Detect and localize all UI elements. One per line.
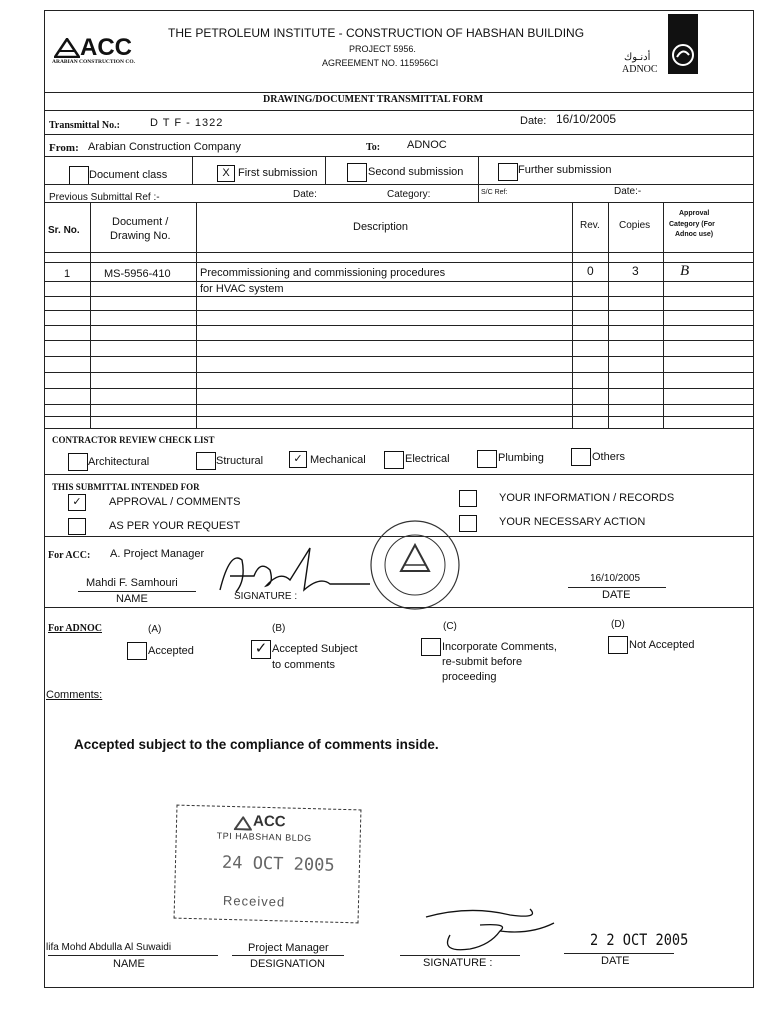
acc-name-label: NAME <box>116 593 148 605</box>
for-acc-role: A. Project Manager <box>110 548 205 560</box>
label-incorporate-2: re-submit before <box>442 656 523 668</box>
checkbox-approval-comments[interactable]: ✓ <box>68 494 86 511</box>
adnoc-falcon-icon <box>670 42 696 68</box>
stamp-acc-triangle-icon <box>234 816 252 830</box>
label-accepted-subject-2: to comments <box>272 659 335 671</box>
form-title: DRAWING/DOCUMENT TRANSMITTAL FORM <box>263 94 484 105</box>
label-accepted: Accepted <box>148 645 194 657</box>
label-electrical: Electrical <box>405 453 450 465</box>
option-c-label: (C) <box>443 621 457 632</box>
transmittal-no-value: D T F - 1322 <box>150 117 224 129</box>
row-sr-no: 1 <box>64 268 71 280</box>
document-class-label: Document class <box>89 169 168 181</box>
second-submission-label: Second submission <box>368 166 464 178</box>
acc-date-value: 16/10/2005 <box>590 573 641 584</box>
header-rev: Rev. <box>580 220 600 231</box>
header-approval-line2: Category (For <box>669 221 715 228</box>
label-architectural: Architectural <box>88 456 150 468</box>
option-d-label: (D) <box>611 619 625 630</box>
for-adnoc-label: For ADNOC <box>48 623 102 634</box>
acc-logo-subtext: ARABIAN CONSTRUCTION CO. <box>52 59 135 65</box>
checkbox-mechanical[interactable]: ✓ <box>289 451 307 468</box>
further-submission-label: Further submission <box>518 164 612 176</box>
footer-name-label: NAME <box>113 958 145 970</box>
transmittal-date-label: Date: <box>520 115 547 127</box>
transmittal-date-value: 16/10/2005 <box>556 112 617 126</box>
footer-date-value: 2 2 OCT 2005 <box>590 930 689 949</box>
project-number: PROJECT 5956. <box>349 44 416 54</box>
agreement-number: AGREEMENT NO. 115956CI <box>322 58 439 68</box>
acc-date-label: DATE <box>602 589 631 601</box>
checkbox-accepted-subject[interactable]: ✓ <box>251 640 271 659</box>
header-description: Description <box>353 221 409 233</box>
acc-name-value: Mahdi F. Samhouri <box>86 577 178 589</box>
label-others: Others <box>592 451 626 463</box>
header-approval-line1: Approval <box>679 210 710 217</box>
header-doc-line2: Drawing No. <box>110 230 171 242</box>
footer-signature-label: SIGNATURE : <box>423 957 493 969</box>
label-incorporate-1: Incorporate Comments, <box>442 641 557 653</box>
stamp-received: Received <box>222 892 286 910</box>
row-description-line2: for HVAC system <box>200 283 284 295</box>
checkbox-plumbing[interactable] <box>477 450 497 468</box>
from-label: From: <box>49 142 79 154</box>
checkbox-not-accepted[interactable] <box>608 636 628 654</box>
row-copies: 3 <box>632 264 639 278</box>
acc-logo <box>52 36 162 70</box>
header-copies: Copies <box>619 220 651 231</box>
adnoc-signature-image <box>420 905 560 955</box>
previous-category-label: Category: <box>387 189 431 200</box>
checkbox-structural[interactable] <box>196 452 216 470</box>
contractor-review-title: CONTRACTOR REVIEW CHECK LIST <box>52 435 215 445</box>
second-submission-checkbox[interactable] <box>347 163 367 182</box>
footer-date-label: DATE <box>601 955 630 967</box>
transmittal-no-label: Transmittal No.: <box>49 120 120 131</box>
checkbox-accepted[interactable] <box>127 642 147 660</box>
label-information-records: YOUR INFORMATION / RECORDS <box>499 492 675 504</box>
acc-logo-text: ACC <box>80 34 132 61</box>
row-approval-category: B <box>680 263 690 279</box>
from-value: Arabian Construction Company <box>88 141 241 153</box>
to-value: ADNOC <box>407 139 447 151</box>
checkbox-as-per-request[interactable] <box>68 518 86 535</box>
stamp-date: 24 OCT 2005 <box>221 852 335 876</box>
label-accepted-subject-1: Accepted Subject <box>272 643 358 655</box>
label-not-accepted: Not Accepted <box>629 639 695 651</box>
option-b-label: (B) <box>272 623 286 634</box>
stamp-logo-text: ACC <box>252 812 286 831</box>
adnoc-arabic-text: أدنـوك <box>624 52 651 63</box>
comments-label: Comments: <box>46 689 103 701</box>
header-doc-line1: Document / <box>112 216 169 228</box>
for-acc-label: For ACC: <box>48 550 91 561</box>
row-rev: 0 <box>587 264 594 278</box>
sc-date-label: Date:- <box>614 186 642 197</box>
label-as-per-request: AS PER YOUR REQUEST <box>109 520 241 532</box>
footer-name-value: lifa Mohd Abdulla Al Suwaidi <box>46 942 172 953</box>
acc-round-stamp <box>365 515 465 615</box>
adnoc-logo <box>620 14 700 84</box>
page-title: THE PETROLEUM INSTITUTE - CONSTRUCTION OF HABSHAN BUILDING <box>168 26 585 40</box>
header-approval-line3: Adnoc use) <box>675 231 714 238</box>
further-submission-checkbox[interactable] <box>498 163 518 181</box>
document-class-checkbox[interactable] <box>69 166 89 185</box>
label-approval-comments: APPROVAL / COMMENTS <box>109 496 241 508</box>
first-submission-label: First submission <box>238 167 318 179</box>
checkbox-others[interactable] <box>571 448 591 466</box>
checkbox-architectural[interactable] <box>68 453 88 471</box>
footer-designation-value: Project Manager <box>248 942 329 954</box>
to-label: To: <box>366 142 381 153</box>
label-necessary-action: YOUR NECESSARY ACTION <box>499 516 646 528</box>
received-stamp <box>174 805 362 924</box>
sc-ref-label: S/C Ref: <box>481 189 508 196</box>
stamp-building: TPI HABSHAN BLDG <box>216 830 312 844</box>
first-submission-checkbox[interactable]: X <box>217 165 235 182</box>
header-sr-no: Sr. No. <box>48 225 80 236</box>
acc-signature-label: SIGNATURE : <box>234 591 298 602</box>
option-a-label: (A) <box>148 624 162 635</box>
adnoc-logo-text: ADNOC <box>622 64 658 75</box>
checkbox-information-records[interactable] <box>459 490 477 507</box>
label-structural: Structural <box>216 455 264 467</box>
row-description-line1: Precommissioning and commissioning procedures <box>200 267 446 279</box>
acc-triangle-icon <box>54 38 80 58</box>
label-plumbing: Plumbing <box>498 452 544 464</box>
previous-ref-label: Previous Submittal Ref :- <box>49 192 160 203</box>
comments-text: Accepted subject to the compliance of comments inside. <box>74 737 439 752</box>
intended-title: THIS SUBMITTAL INTENDED FOR <box>52 482 200 492</box>
label-incorporate-3: proceeding <box>442 671 497 683</box>
row-doc-no: MS-5956-410 <box>104 268 171 280</box>
label-mechanical: Mechanical <box>310 454 366 466</box>
checkbox-electrical[interactable] <box>384 451 404 469</box>
footer-designation-label: DESIGNATION <box>250 958 325 970</box>
checkbox-incorporate-comments[interactable] <box>421 638 441 656</box>
previous-date-label: Date: <box>293 189 317 200</box>
